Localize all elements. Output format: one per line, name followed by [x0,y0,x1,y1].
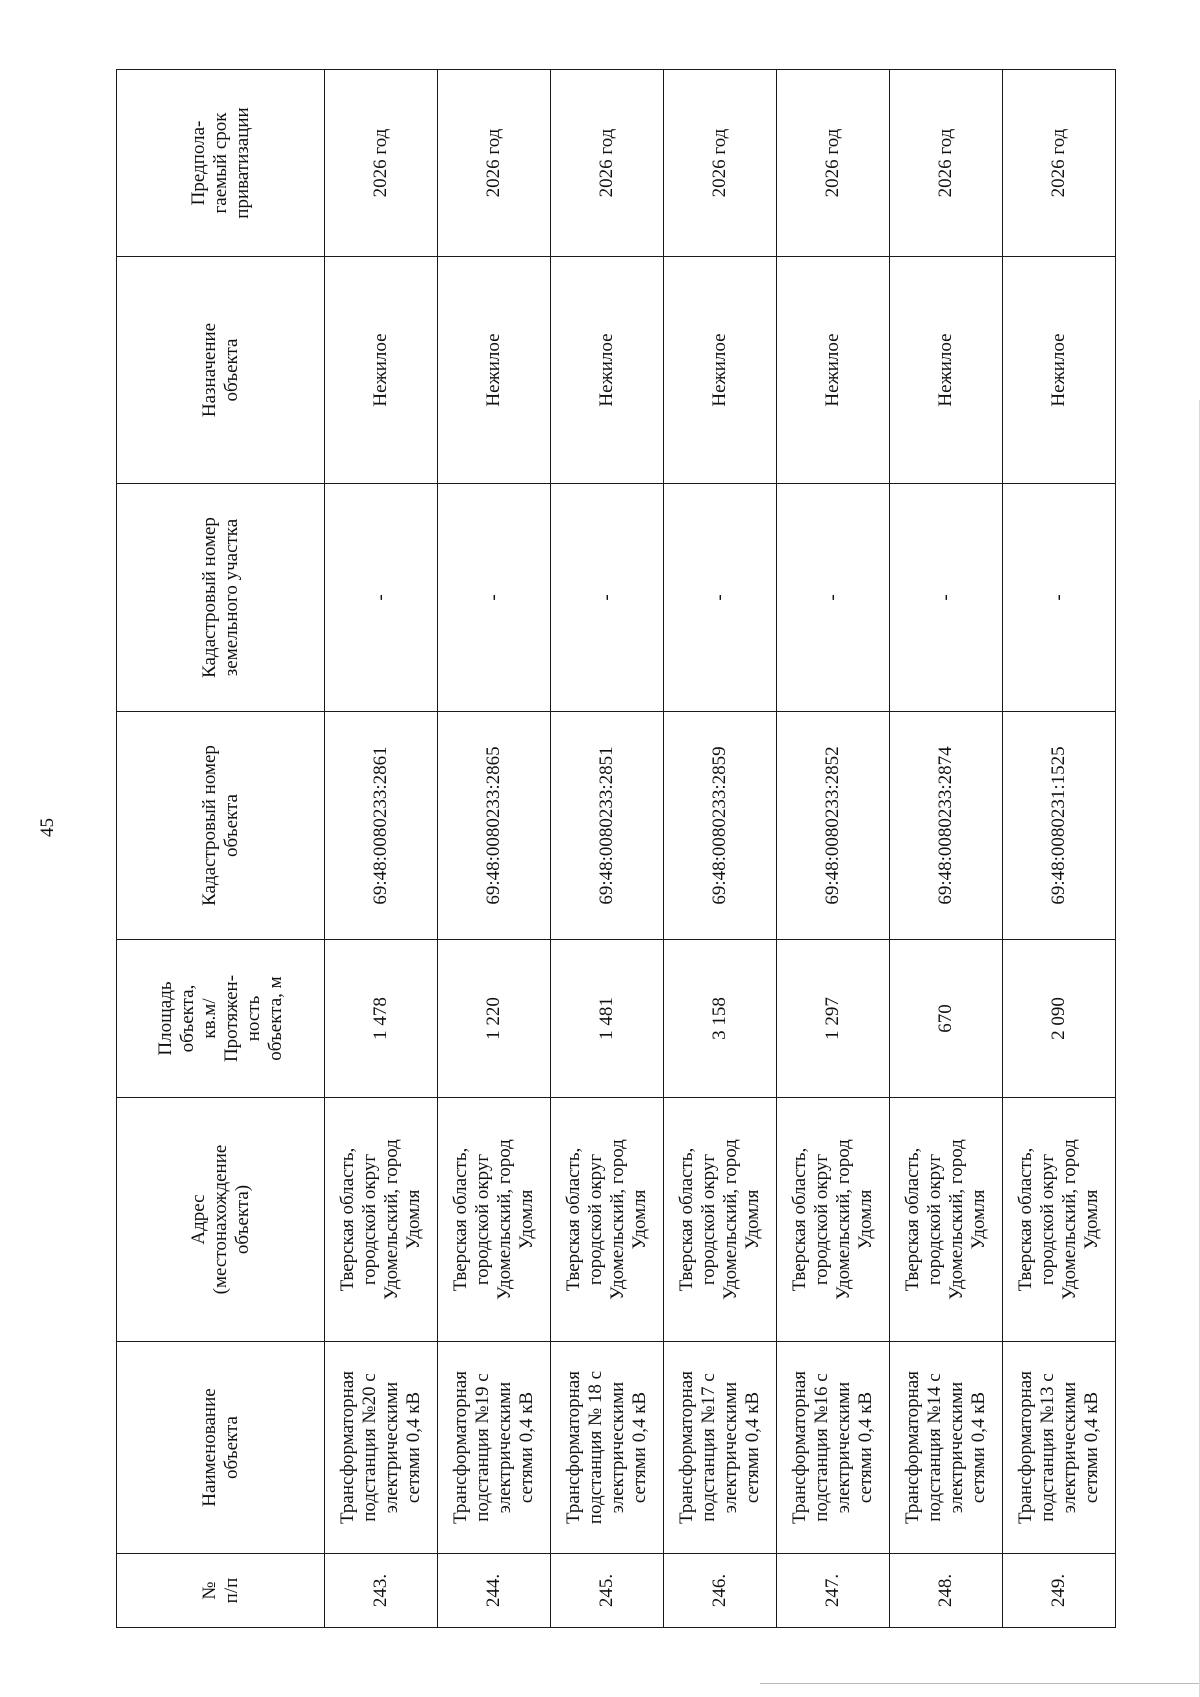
cell-land-cadastral: - [777,484,890,712]
cell-num: 245. [551,1554,664,1628]
cell-name: Трансформаторная подстанция №17 с электрическими сетями 0,4 кВ [664,1342,777,1554]
cell-purpose: Нежилое [1003,257,1116,484]
cell-num: 244. [438,1554,551,1628]
table-row [325,70,438,1628]
cell-num: 246. [664,1554,777,1628]
cell-term: 2026 год [1003,70,1116,257]
cell-num: 248. [890,1554,1003,1628]
cell-land-cadastral: - [325,484,438,712]
cell-cadastral: 69:48:0080233:2861 [325,712,438,940]
cell-name: Трансформаторная подстанция №20 с электрическими сетями 0,4 кВ [325,1342,438,1554]
cell-land-cadastral: - [1003,484,1116,712]
cell-address: Тверская область, городской округ Удомельский, город Удомля [438,1098,551,1342]
cell-area: 1 220 [438,940,551,1098]
table-row [438,70,551,1628]
privatization-table [116,69,1116,1628]
cell-num: 243. [325,1554,438,1628]
cell-name: Трансформаторная подстанция №16 с электрическими сетями 0,4 кВ [777,1342,890,1554]
header-name: Наименование объекта [117,1342,325,1554]
cell-purpose: Нежилое [664,257,777,484]
cell-term: 2026 год [551,70,664,257]
cell-term: 2026 год [325,70,438,257]
cell-term: 2026 год [890,70,1003,257]
table-row [551,70,664,1628]
cell-cadastral: 69:48:0080233:2865 [438,712,551,940]
cell-cadastral: 69:48:0080233:2859 [664,712,777,940]
cell-address: Тверская область, городской округ Удомельский, город Удомля [325,1098,438,1342]
cell-area: 1 297 [777,940,890,1098]
header-cadastral: Кадастровый номер объекта [117,712,325,940]
cell-num: 249. [1003,1554,1116,1628]
cell-cadastral: 69:48:0080233:2852 [777,712,890,940]
table-header-row [117,70,325,1628]
table-row [664,70,777,1628]
header-purpose: Назначение объекта [117,257,325,484]
cell-address: Тверская область, городской округ Удомельский, город Удомля [1003,1098,1116,1342]
header-term: Предпола- гаемый срок приватизации [117,70,325,257]
cell-name: Трансформаторная подстанция № 18 с электрическими сетями 0,4 кВ [551,1342,664,1554]
header-area: Площадь объекта, кв.м/ Протяжен- ность объекта, м [117,940,325,1098]
cell-address: Тверская область, городской округ Удомельский, город Удомля [890,1098,1003,1342]
rotated-table-container [116,70,1102,1628]
cell-name: Трансформаторная подстанция №13 с электрическими сетями 0,4 кВ [1003,1342,1116,1554]
cell-land-cadastral: - [664,484,777,712]
cell-cadastral: 69:48:0080231:1525 [1003,712,1116,940]
cell-purpose: Нежилое [890,257,1003,484]
cell-address: Тверская область, городской округ Удомельский, город Удомля [664,1098,777,1342]
header-land-cadastral: Кадастровый номер земельного участка [117,484,325,712]
cell-term: 2026 год [664,70,777,257]
page-number: 45 [37,818,58,837]
header-num: № п/п [117,1554,325,1628]
cell-term: 2026 год [438,70,551,257]
table-row [890,70,1003,1628]
cell-purpose: Нежилое [325,257,438,484]
cell-name: Трансформаторная подстанция №14 с электрическими сетями 0,4 кВ [890,1342,1003,1554]
cell-area: 3 158 [664,940,777,1098]
cell-purpose: Нежилое [777,257,890,484]
cell-area: 1 478 [325,940,438,1098]
header-address: Адрес (местонахождение объекта) [117,1098,325,1342]
cell-address: Тверская область, городской округ Удомельский, город Удомля [551,1098,664,1342]
cell-area: 670 [890,940,1003,1098]
cell-area: 2 090 [1003,940,1116,1098]
cell-land-cadastral: - [438,484,551,712]
cell-num: 247. [777,1554,890,1628]
cell-cadastral: 69:48:0080233:2874 [890,712,1003,940]
cell-land-cadastral: - [551,484,664,712]
cell-purpose: Нежилое [551,257,664,484]
cell-land-cadastral: - [890,484,1003,712]
table-row [777,70,890,1628]
cell-cadastral: 69:48:0080233:2851 [551,712,664,940]
cell-purpose: Нежилое [438,257,551,484]
scan-edge-line [760,1683,1200,1684]
cell-address: Тверская область, городской округ Удомельский, город Удомля [777,1098,890,1342]
table-row [1003,70,1116,1628]
cell-term: 2026 год [777,70,890,257]
cell-area: 1 481 [551,940,664,1098]
cell-name: Трансформаторная подстанция №19 с электрическими сетями 0,4 кВ [438,1342,551,1554]
